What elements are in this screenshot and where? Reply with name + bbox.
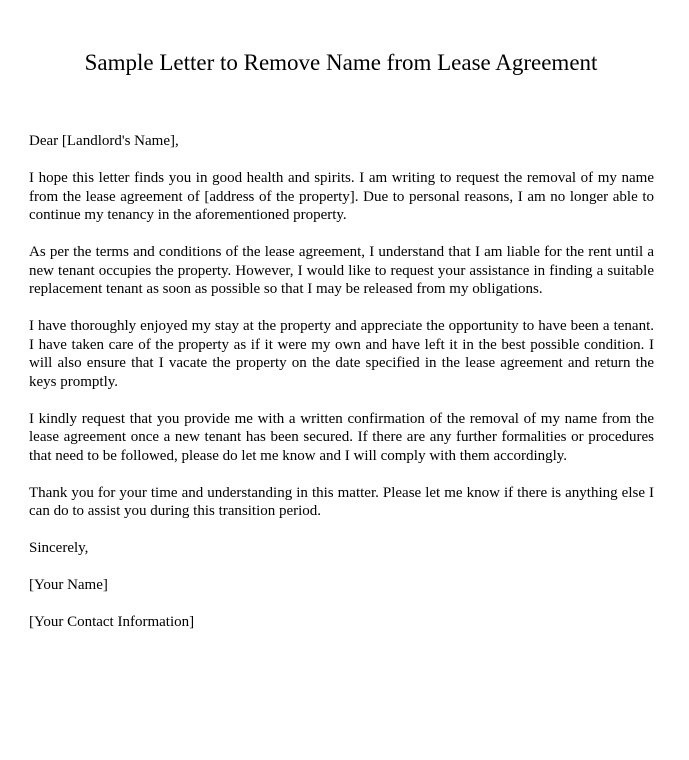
paragraph-request: I hope this letter finds you in good health and spirits. I am writing to request the removal of my name from the lease agreement of [address of the property]. Due to personal reasons, I am no longer able to continue my tenancy in the aforementioned property.: [29, 170, 654, 223]
paragraph-stay: I have thoroughly enjoyed my stay at the property and appreciate the opportunity to have been a tenant. I have taken care of the property as if it were my own and have left it in the best possible condition. I will also ensure that I vacate the property on the date specified in the lease agreement and return the keys promptly.: [29, 318, 654, 390]
paragraph-confirmation: I kindly request that you provide me with a written confirmation of the removal of my name from the lease agreement once a new tenant has been secured. If there are any further formalities or procedures that need to be followed, please do let me know and I will comply with them accordingly.: [29, 410, 654, 464]
paragraph-thanks: Thank you for your time and understanding in this matter. Please let me know if there is anything else I can do to assist you during this transition period.: [29, 484, 654, 519]
document-title: Sample Letter to Remove Name from Lease Agreement: [84, 50, 598, 75]
closing: Sincerely,: [29, 540, 89, 556]
signature-name: [Your Name]: [29, 577, 108, 593]
letter-body: [29, 132, 654, 650]
paragraph-terms: As per the terms and conditions of the lease agreement, I understand that I am liable for the rent until a new tenant occupies the property. However, I would like to request your assistance in finding a suitable replacement tenant as soon as possible so that I may be released from my obligations.: [29, 244, 654, 297]
salutation: Dear [Landlord's Name],: [29, 133, 179, 149]
contact-info: [Your Contact Information]: [29, 614, 195, 630]
